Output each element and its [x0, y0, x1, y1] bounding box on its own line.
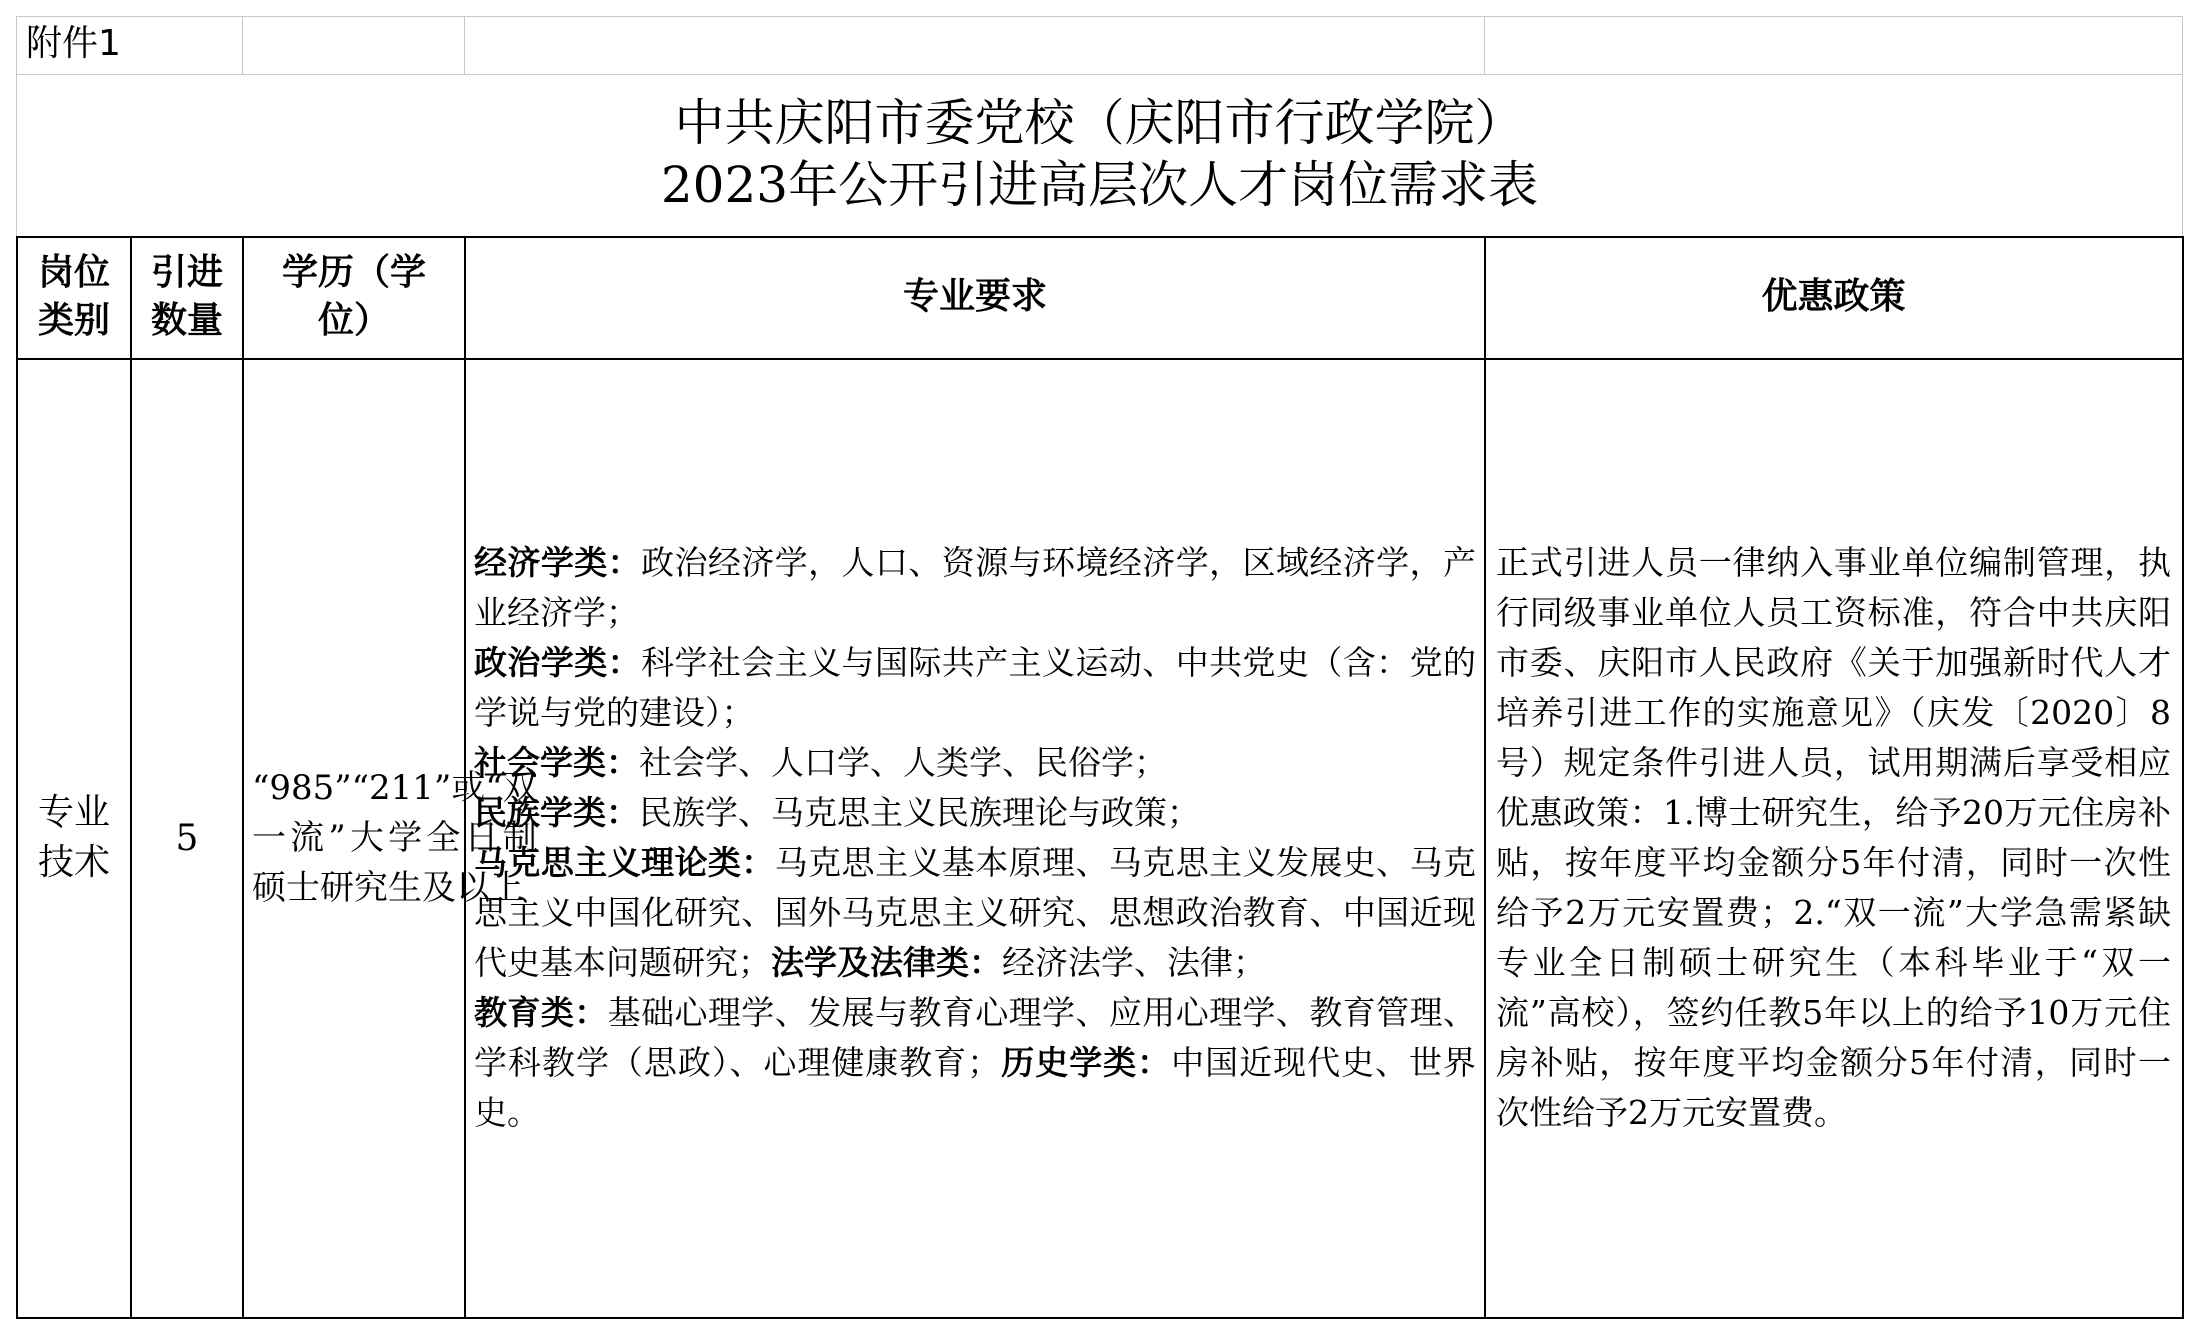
header-major [466, 238, 1484, 356]
requirements-list [466, 538, 1484, 1138]
page-title [18, 76, 2181, 234]
req-economics [474, 538, 1476, 638]
cell-education [244, 360, 537, 1316]
req-label: 政治学类： [474, 643, 642, 682]
req-education-history [474, 988, 1476, 1138]
category-value: 专业技术 [37, 792, 110, 883]
header-major-label: 专业要求 [902, 276, 1047, 317]
req-text: 基础心理学、发展与教育心理学、应用心理学、教育管理、学科教学（思政）、心理健康教育； [474, 993, 1477, 1082]
title-line-1: 中共庆阳市委党校（庆阳市行政学院） [674, 94, 1525, 152]
header-policy-label: 优惠政策 [1761, 276, 1906, 317]
count-value: 5 [175, 817, 199, 859]
header-education [244, 238, 464, 356]
header-count [132, 238, 242, 356]
req-label: 历史学类： [1000, 1043, 1172, 1082]
education-value: “985”“211”或“双一流”大学全日制硕士研究生及以上 [252, 768, 537, 908]
cell-category [18, 360, 130, 1316]
req-label: 经济学类： [474, 543, 642, 582]
req-label: 教育类： [474, 993, 608, 1032]
req-marxism-law [474, 838, 1476, 988]
req-text: 马克思主义基本原理、马克思主义发展史、马克思主义中国化研究、国外马克思主义研究、思想政治教育、中国近现代史基本问题研究； [474, 843, 1477, 982]
req-ethnology [474, 788, 1476, 838]
req-label: 马克思主义理论类： [474, 843, 775, 882]
req-text: 中国近现代史、世界史。 [474, 1043, 1477, 1132]
cell-policy [1486, 360, 2181, 1316]
header-count-label: 引进数量 [150, 252, 223, 341]
annex-label: 附件1 [26, 23, 121, 64]
header-category-label: 岗位类别 [37, 252, 110, 341]
req-label: 民族学类： [474, 793, 639, 832]
req-politics [474, 638, 1476, 738]
req-label: 社会学类： [474, 743, 639, 782]
title-line-2: 2023年公开引进高层次人才岗位需求表 [660, 156, 1539, 214]
header-education-label: 学历（学位） [281, 252, 426, 341]
policy-value: 正式引进人员一律纳入事业单位编制管理，执行同级事业单位人员工资标准，符合中共庆阳市委、庆阳市人民政府《关于加强新时代人才培养引进工作的实施意见》（庆发〔2020〕8号）规定条件引进人员，试用期满后享受相应优惠政策：1.博士研究生，给予20万元住房补贴，按年度平均金额分5年付清，同时一次性给予2万元安置费；2.“双一流”大学急需紧缺专业全日制硕士研究生（本科毕业于“双一流”高校），签约任教5年以上的给予10万元住房补贴，按年度平均金额分5年付清，同时一次性给予2万元安置费。 [1496, 543, 2171, 1132]
req-text: 社会学、人口学、人类学、民俗学； [639, 743, 1167, 782]
req-text: 政治经济学，人口、资源与环境经济学，区域经济学，产业经济学； [474, 543, 1477, 632]
header-category [18, 238, 130, 356]
req-sociology [474, 738, 1476, 788]
req-label: 法学及法律类： [771, 943, 1002, 982]
req-text: 经济法学、法律； [1002, 943, 1266, 982]
req-text: 民族学、马克思主义民族理论与政策； [639, 793, 1200, 832]
header-policy [1486, 238, 2181, 356]
req-text: 科学社会主义与国际共产主义运动、中共党史（含：党的学说与党的建设）； [474, 643, 1477, 732]
cell-count [132, 360, 242, 1316]
cell-requirements [466, 360, 1484, 1316]
